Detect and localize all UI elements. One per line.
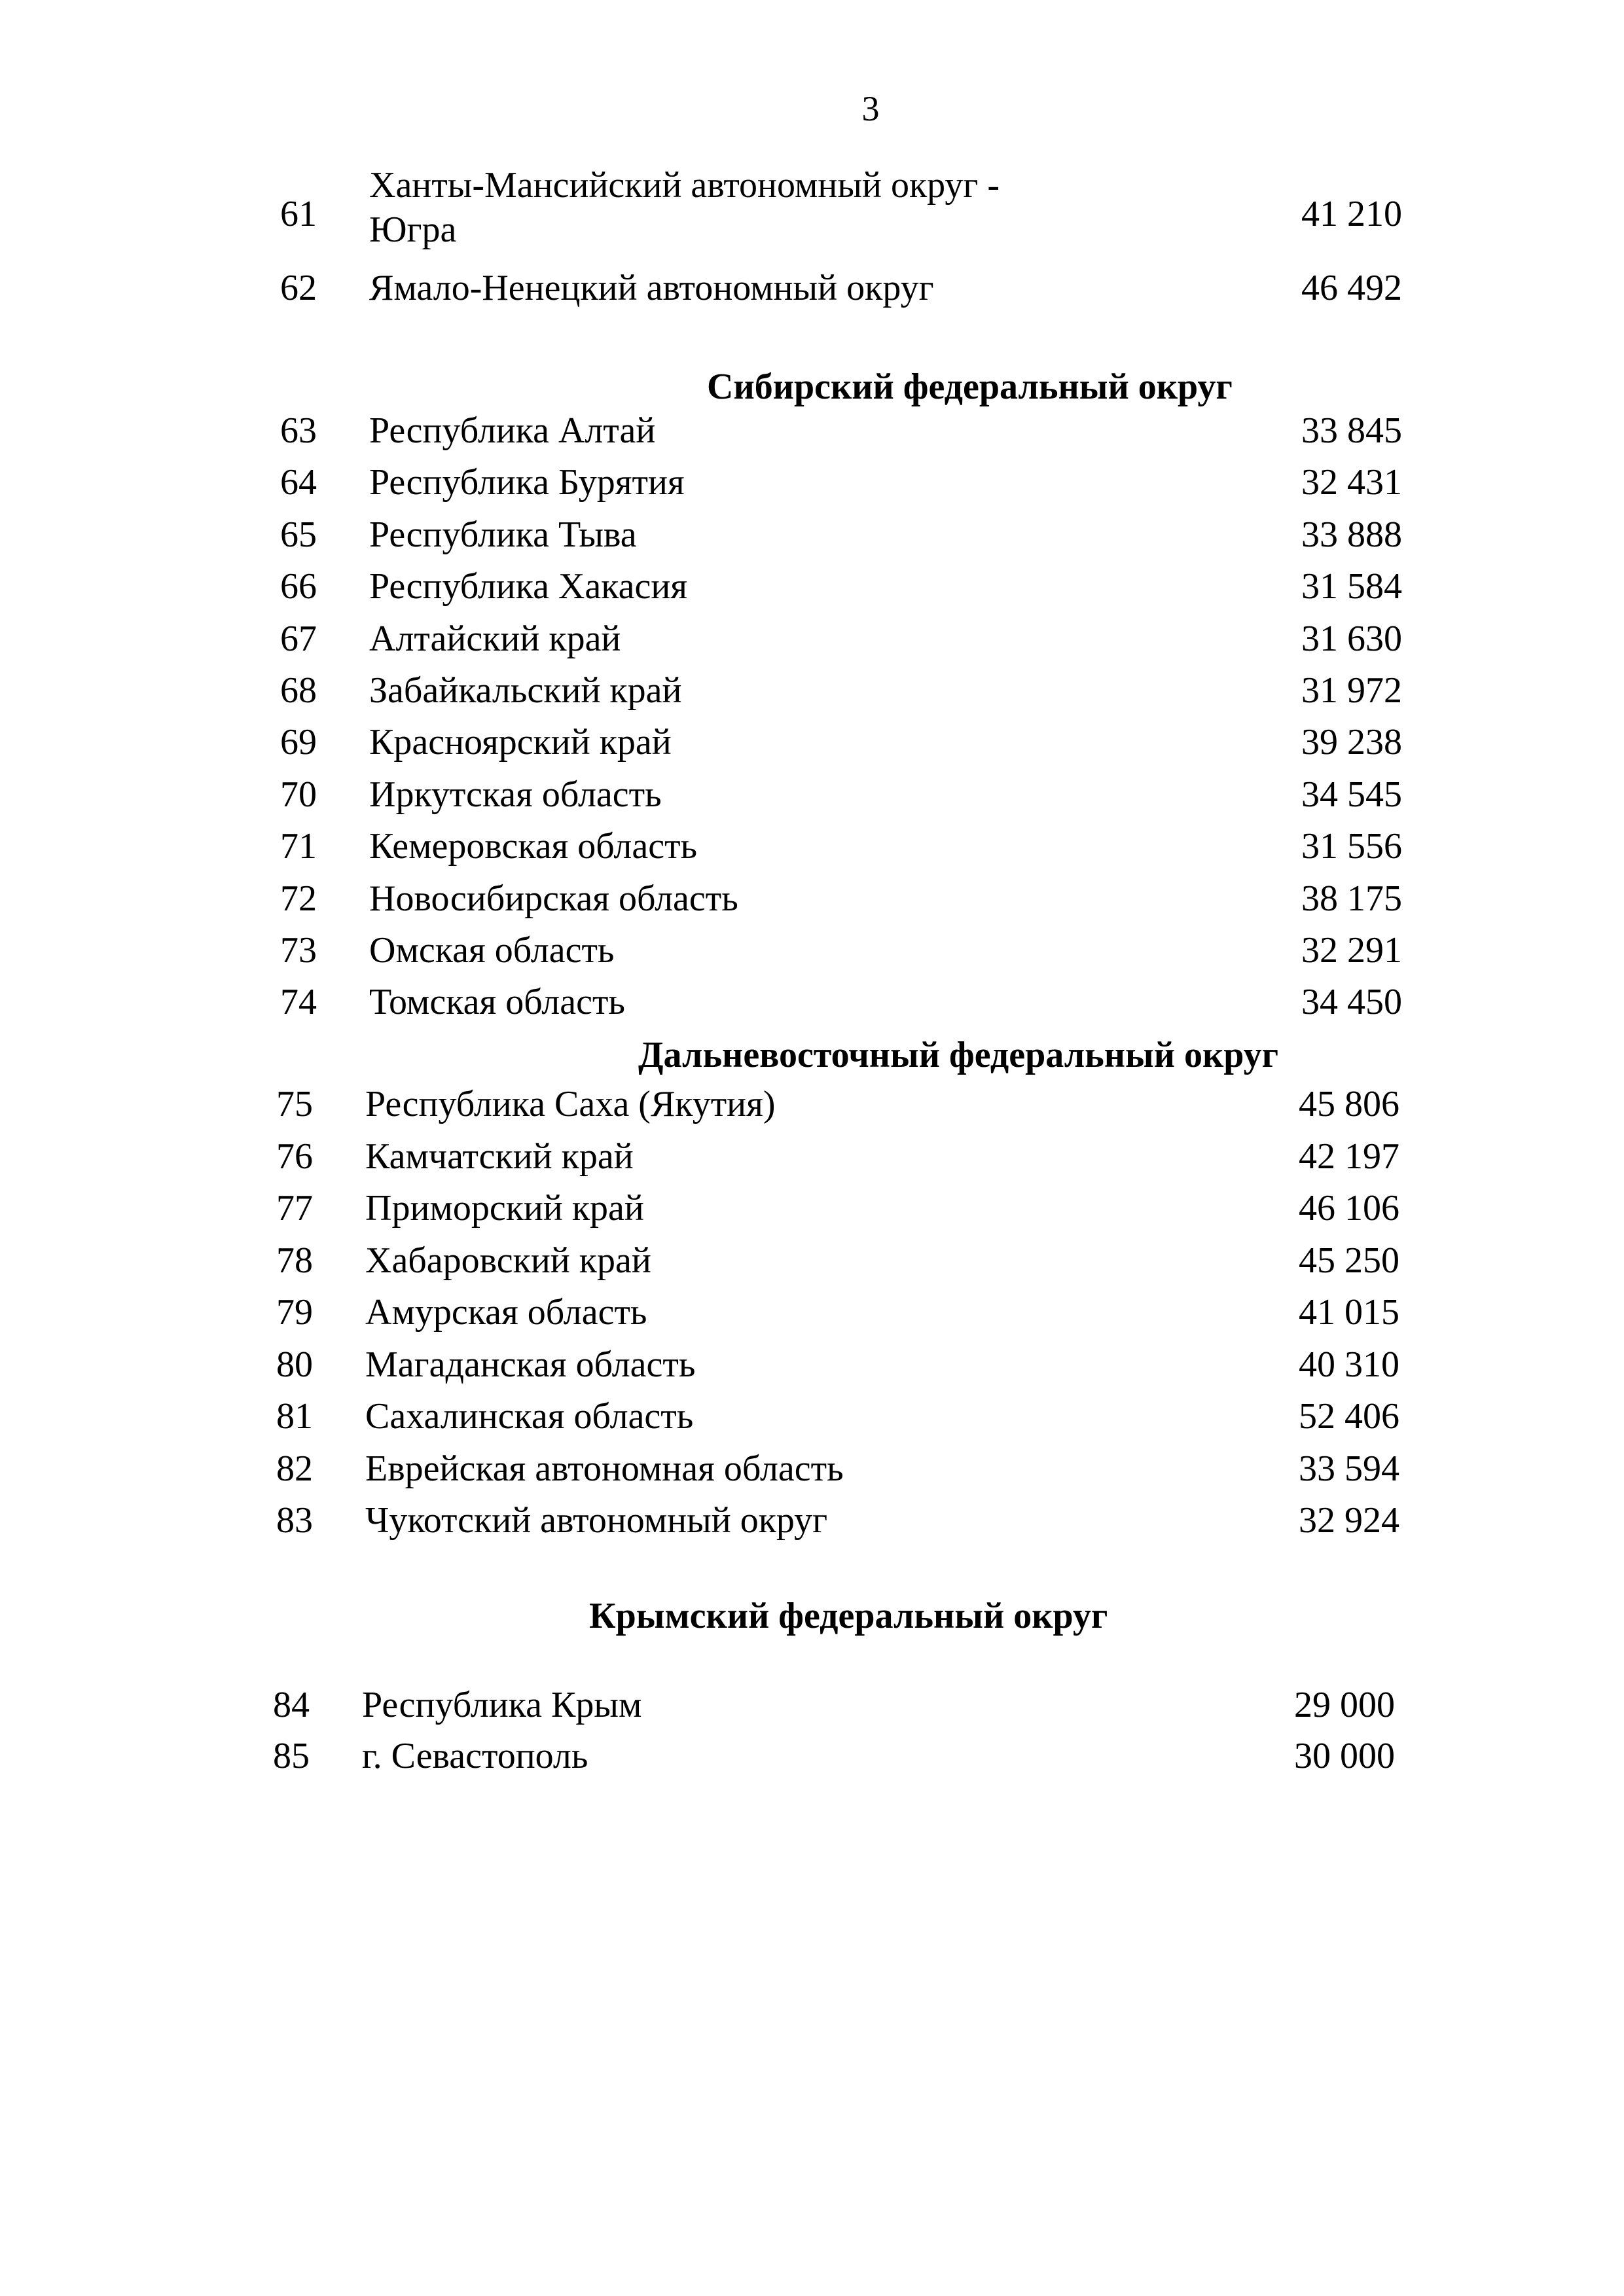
table-row <box>280 976 1402 1028</box>
region-value: 31 972 <box>1301 670 1402 711</box>
region-name: Алтайский край <box>369 618 621 659</box>
table-row <box>276 1443 1399 1495</box>
row-number: 62 <box>280 268 317 308</box>
row-number: 77 <box>276 1188 313 1229</box>
region-name: Томская область <box>369 982 625 1023</box>
region-value: 45 806 <box>1299 1084 1399 1124</box>
region-name: Республика Хакасия <box>369 566 688 607</box>
row-number: 79 <box>276 1292 313 1333</box>
table-row <box>280 165 1402 250</box>
region-value: 46 106 <box>1299 1188 1399 1229</box>
table-row <box>280 716 1402 768</box>
row-number: 61 <box>280 194 317 234</box>
region-value: 38 175 <box>1301 878 1402 919</box>
region-name: Еврейская автономная область <box>365 1448 844 1489</box>
table-row <box>280 924 1402 977</box>
region-name: Иркутская область <box>369 774 662 815</box>
row-number: 71 <box>280 826 317 867</box>
region-name: Республика Саха (Якутия) <box>365 1084 776 1124</box>
region-name: Ямало-Ненецкий автономный округ <box>369 268 934 308</box>
table-row <box>280 613 1402 665</box>
row-number: 81 <box>276 1396 313 1437</box>
region-value: 42 197 <box>1299 1136 1399 1177</box>
row-number: 72 <box>280 878 317 919</box>
row-number: 84 <box>273 1685 310 1725</box>
region-name: Кемеровская область <box>369 826 698 867</box>
table-row <box>276 1494 1399 1547</box>
row-number: 78 <box>276 1240 313 1281</box>
region-value: 29 000 <box>1294 1685 1395 1725</box>
table-row <box>280 262 1402 314</box>
region-name-line2: Югра <box>369 209 457 250</box>
region-value: 40 310 <box>1299 1344 1399 1385</box>
table-row <box>280 664 1402 717</box>
row-number: 64 <box>280 462 317 503</box>
table-row <box>276 1078 1399 1130</box>
region-value: 32 431 <box>1301 462 1402 503</box>
region-value: 41 015 <box>1299 1292 1399 1333</box>
region-value: 46 492 <box>1301 268 1402 308</box>
row-number: 76 <box>276 1136 313 1177</box>
row-number: 75 <box>276 1084 313 1124</box>
region-value: 32 291 <box>1301 930 1402 971</box>
table-row <box>273 1679 1395 1731</box>
region-value: 32 924 <box>1299 1500 1399 1541</box>
region-value: 41 210 <box>1301 194 1402 234</box>
row-number: 68 <box>280 670 317 711</box>
region-value: 30 000 <box>1294 1736 1395 1776</box>
row-number: 80 <box>276 1344 313 1385</box>
region-value: 33 845 <box>1301 410 1402 451</box>
table-row <box>276 1338 1399 1391</box>
table-row <box>280 872 1402 925</box>
region-name <box>369 163 1000 252</box>
region-name: Приморский край <box>365 1188 644 1229</box>
table-row <box>280 820 1402 872</box>
row-number: 63 <box>280 410 317 451</box>
region-name: Магаданская область <box>365 1344 696 1385</box>
row-number: 74 <box>280 982 317 1023</box>
table-row <box>276 1182 1399 1234</box>
row-number: 70 <box>280 774 317 815</box>
table-row <box>276 1234 1399 1287</box>
region-value: 52 406 <box>1299 1396 1399 1437</box>
region-name: Республика Бурятия <box>369 462 685 503</box>
region-name: г. Севастополь <box>362 1736 588 1776</box>
section-heading: Крымский федеральный округ <box>589 1596 1108 1636</box>
row-number: 83 <box>276 1500 313 1541</box>
region-value: 34 450 <box>1301 982 1402 1023</box>
table-row <box>280 456 1402 509</box>
table-row <box>280 560 1402 613</box>
region-value: 31 556 <box>1301 826 1402 867</box>
row-number: 66 <box>280 566 317 607</box>
region-value: 31 584 <box>1301 566 1402 607</box>
section-heading: Сибирский федеральный округ <box>707 367 1233 407</box>
region-name: Забайкальский край <box>369 670 682 711</box>
row-number: 73 <box>280 930 317 971</box>
section-heading: Дальневосточный федеральный округ <box>638 1035 1279 1075</box>
region-name: Красноярский край <box>369 722 672 763</box>
table-row <box>276 1286 1399 1338</box>
region-name: Хабаровский край <box>365 1240 651 1281</box>
row-number: 85 <box>273 1736 310 1776</box>
region-name: Амурская область <box>365 1292 647 1333</box>
region-name-line1: Ханты-Мансийский автономный округ - <box>369 165 1000 206</box>
table-row <box>276 1390 1399 1443</box>
region-value: 34 545 <box>1301 774 1402 815</box>
row-number: 69 <box>280 722 317 763</box>
table-row <box>276 1130 1399 1183</box>
region-name: Омская область <box>369 930 615 971</box>
region-name: Республика Алтай <box>369 410 656 451</box>
row-number: 65 <box>280 514 317 555</box>
region-value: 39 238 <box>1301 722 1402 763</box>
region-value: 33 888 <box>1301 514 1402 555</box>
table-row <box>280 509 1402 561</box>
table-row <box>280 404 1402 457</box>
region-name: Новосибирская область <box>369 878 738 919</box>
row-number: 82 <box>276 1448 313 1489</box>
region-value: 45 250 <box>1299 1240 1399 1281</box>
region-value: 31 630 <box>1301 618 1402 659</box>
table-row <box>273 1730 1395 1782</box>
region-name: Республика Крым <box>362 1685 642 1725</box>
region-name: Камчатский край <box>365 1136 634 1177</box>
region-name: Республика Тыва <box>369 514 637 555</box>
region-name: Сахалинская область <box>365 1396 694 1437</box>
table-row <box>280 768 1402 821</box>
region-name: Чукотский автономный округ <box>365 1500 828 1541</box>
page-number: 3 <box>861 89 880 128</box>
row-number: 67 <box>280 618 317 659</box>
region-value: 33 594 <box>1299 1448 1399 1489</box>
